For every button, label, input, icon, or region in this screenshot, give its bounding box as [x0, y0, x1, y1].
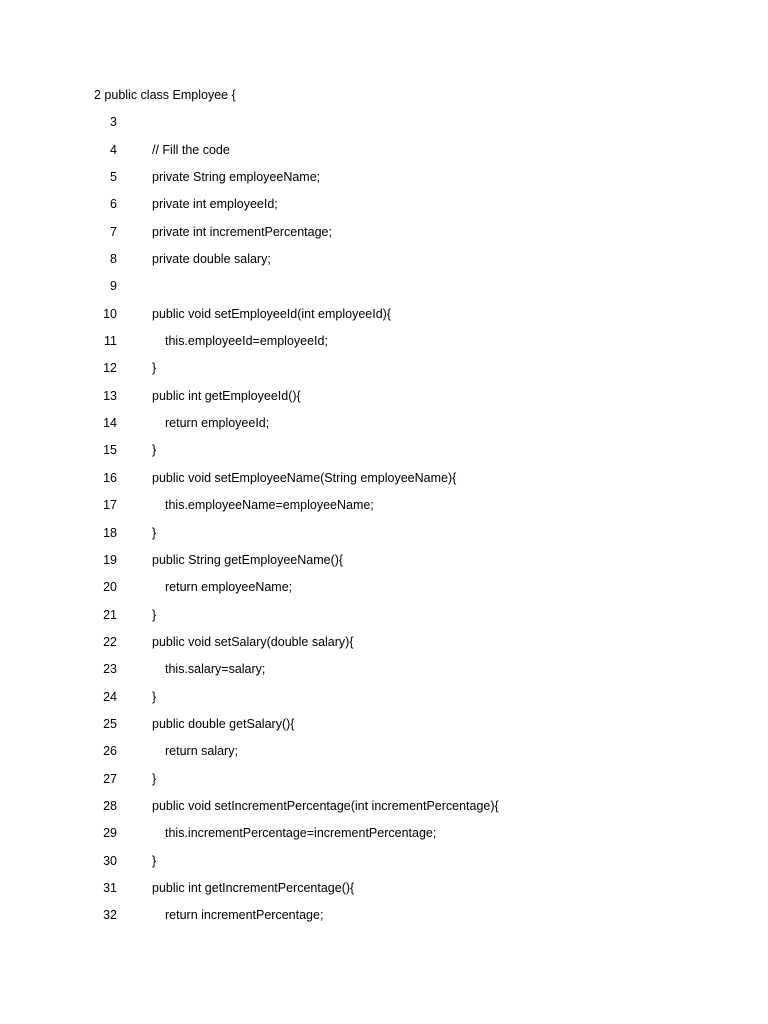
code-listing [0, 82, 768, 930]
line-number: 25 [103, 716, 117, 731]
code-line [0, 109, 768, 136]
class-declaration-line: 2 public class Employee { [94, 88, 236, 102]
code-text: // Fill the code [152, 142, 230, 157]
code-line [0, 875, 768, 902]
line-number: 8 [110, 252, 117, 267]
line-number: 12 [103, 361, 117, 376]
code-line [0, 738, 768, 765]
code-line [0, 766, 768, 793]
code-text: return incrementPercentage; [165, 908, 324, 923]
code-text: } [152, 607, 157, 622]
line-number: 27 [103, 771, 117, 786]
code-line [0, 246, 768, 273]
code-text: this.salary=salary; [165, 662, 266, 677]
code-text: return employeeId; [165, 416, 270, 431]
code-line [0, 191, 768, 218]
code-line [0, 410, 768, 437]
code-line [0, 711, 768, 738]
line-number: 18 [103, 525, 117, 540]
code-line [0, 301, 768, 328]
code-line [0, 602, 768, 629]
code-text: } [152, 443, 157, 458]
code-line [0, 574, 768, 601]
code-text: private int employeeId; [152, 197, 278, 212]
code-line [0, 355, 768, 382]
line-number: 11 [104, 334, 117, 349]
code-line [0, 656, 768, 683]
code-line [0, 902, 768, 929]
line-number: 22 [103, 634, 117, 649]
line-number: 14 [103, 416, 117, 431]
line-number: 28 [103, 798, 117, 813]
line-number: 4 [110, 142, 117, 157]
code-line [0, 437, 768, 464]
code-line [0, 465, 768, 492]
line-number: 15 [103, 443, 117, 458]
code-lines [0, 109, 768, 929]
line-number: 3 [110, 115, 117, 130]
code-text: public double getSalary(){ [152, 716, 295, 731]
code-line [0, 629, 768, 656]
code-line [0, 219, 768, 246]
code-line [0, 137, 768, 164]
line-number: 10 [103, 306, 117, 321]
code-text: public int getEmployeeId(){ [152, 388, 301, 403]
line-number: 24 [103, 689, 117, 704]
line-number: 20 [103, 580, 117, 595]
code-text: } [152, 771, 157, 786]
code-text: private int incrementPercentage; [152, 224, 332, 239]
code-text: return salary; [165, 744, 238, 759]
code-line [0, 273, 768, 300]
code-text: public String getEmployeeName(){ [152, 552, 344, 567]
code-line [0, 793, 768, 820]
line-number: 5 [110, 170, 117, 185]
code-text: this.employeeName=employeeName; [165, 498, 374, 513]
code-line [0, 492, 768, 519]
line-number: 13 [103, 388, 117, 403]
line-number: 6 [110, 197, 117, 212]
code-line [0, 547, 768, 574]
code-line [0, 684, 768, 711]
line-number: 21 [103, 607, 117, 622]
code-line [0, 520, 768, 547]
line-number: 7 [110, 224, 117, 239]
code-text: public void setEmployeeId(int employeeId){ [152, 306, 392, 321]
code-line [0, 383, 768, 410]
code-line [0, 328, 768, 355]
line-number: 26 [103, 744, 117, 759]
code-text: private String employeeName; [152, 170, 321, 185]
code-text: public void setEmployeeName(String employeeName){ [152, 470, 457, 485]
code-text: } [152, 853, 157, 868]
code-line [0, 164, 768, 191]
line-number: 16 [103, 470, 117, 485]
line-number: 17 [103, 498, 117, 513]
code-text: public void setSalary(double salary){ [152, 634, 354, 649]
line-number: 9 [110, 279, 117, 294]
code-line [0, 820, 768, 847]
line-number: 29 [103, 826, 117, 841]
line-number: 32 [103, 908, 117, 923]
code-text: private double salary; [152, 252, 271, 267]
line-number: 30 [103, 853, 117, 868]
line-number: 19 [103, 552, 117, 567]
code-text: this.incrementPercentage=incrementPercentage; [165, 826, 437, 841]
code-text: } [152, 361, 157, 376]
code-text: return employeeName; [165, 580, 293, 595]
code-text: public void setIncrementPercentage(int incrementPercentage){ [152, 798, 499, 813]
code-text: this.employeeId=employeeId; [165, 334, 328, 349]
line-number: 23 [103, 662, 117, 677]
line-number: 31 [103, 880, 117, 895]
code-text: public int getIncrementPercentage(){ [152, 880, 355, 895]
code-line [0, 848, 768, 875]
code-text: } [152, 525, 157, 540]
code-text: } [152, 689, 157, 704]
